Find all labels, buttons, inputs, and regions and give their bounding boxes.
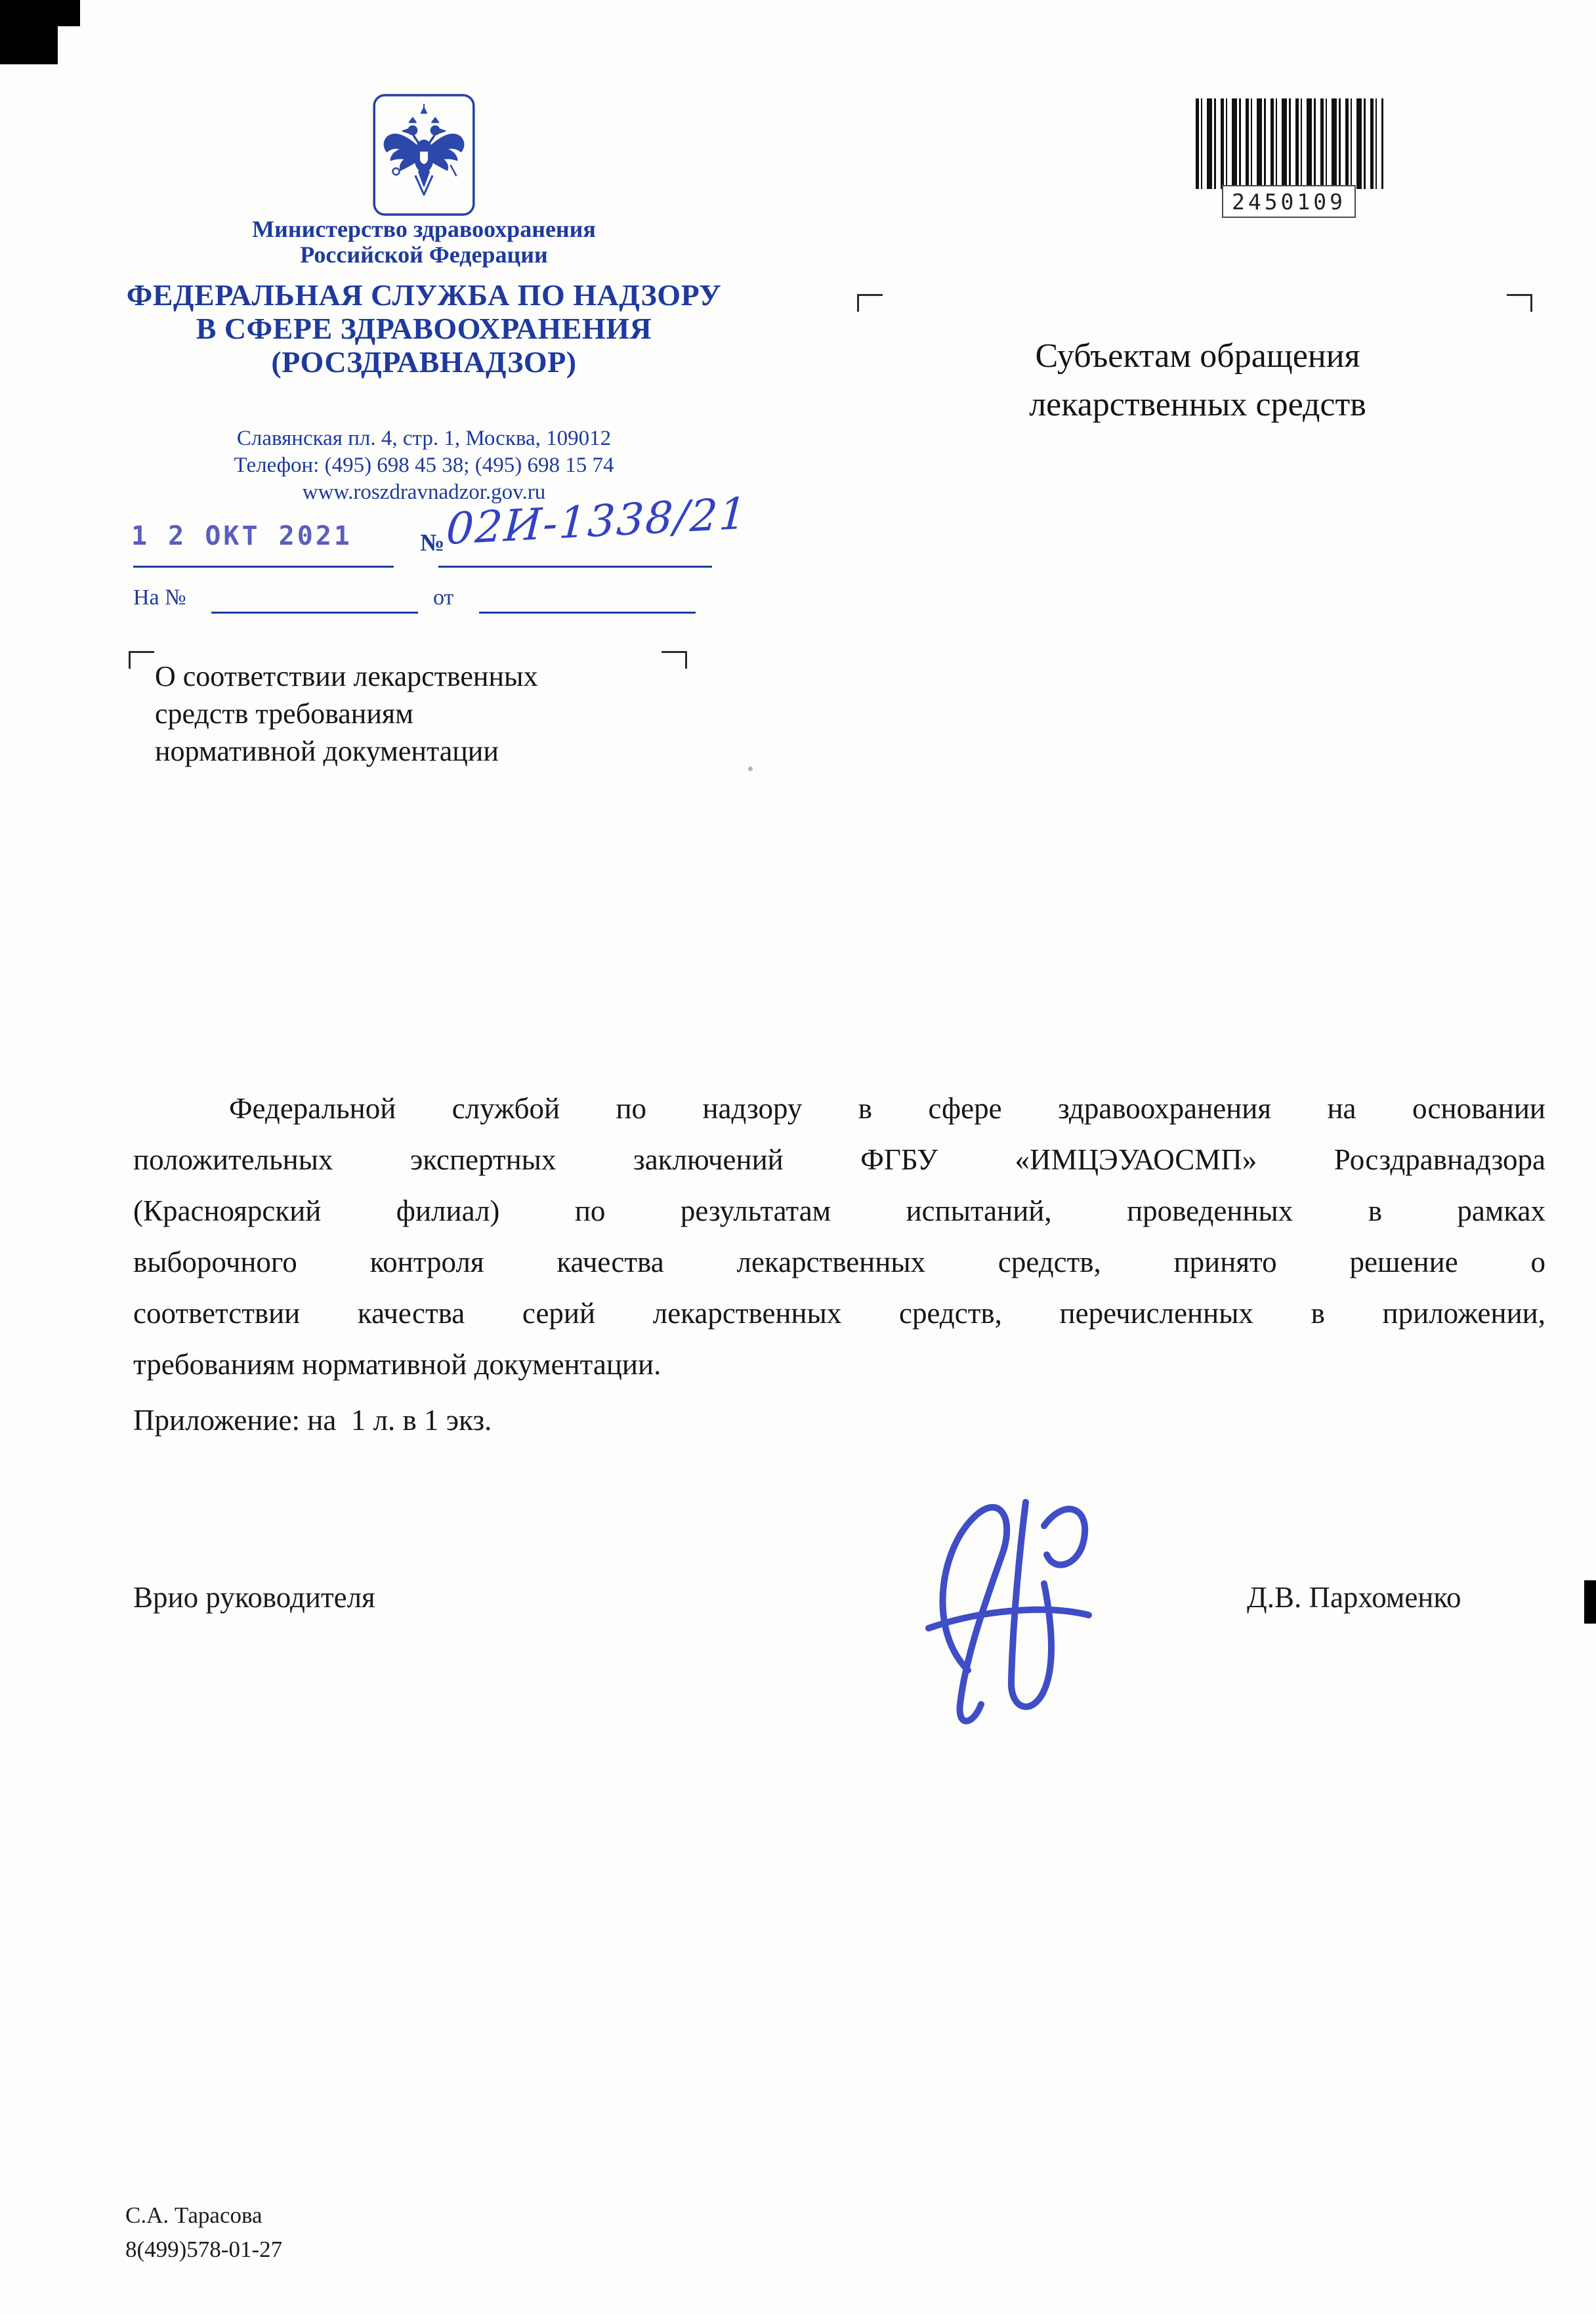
body-line: Федеральной службой по надзору в сфере здравоохранения на основании <box>229 1092 1545 1125</box>
reg-number-handwritten: 02И-1338/21 <box>445 488 749 555</box>
body-line: требованиям нормативной документации. <box>133 1348 662 1381</box>
service-line-3: (РОСЗДРАВНАДЗОР) <box>271 345 577 379</box>
addressee-line-2: лекарственных средств <box>1029 386 1366 423</box>
service-name <box>92 278 756 379</box>
signature-scribble <box>889 1473 1112 1736</box>
service-line-1: ФЕДЕРАЛЬНАЯ СЛУЖБА ПО НАДЗОРУ <box>126 278 722 312</box>
signer-position: Врио руководителя <box>133 1581 375 1614</box>
phone-line: Телефон: (495) 698 45 38; (495) 698 15 74 <box>234 453 614 477</box>
address-line: Славянская пл. 4, стр. 1, Москва, 109012 <box>236 427 612 450</box>
date-stamp: 1 2 ОКТ 2021 <box>131 521 352 551</box>
ref-number-label: На № <box>133 585 186 610</box>
ref-from-label: от <box>433 585 454 610</box>
reg-number-label: № <box>420 530 445 557</box>
scan-artifact-right-edge <box>1584 1580 1596 1624</box>
subject-corner-mark-left <box>129 651 154 669</box>
attachment-note: Приложение: на 1 л. в 1 экз. <box>133 1404 492 1437</box>
body-paragraph <box>133 1083 1545 1390</box>
executor-phone: 8(499)578-01-27 <box>125 2237 283 2262</box>
subject-block <box>155 658 693 770</box>
ref-from-blank-line <box>479 585 696 614</box>
addressee-block <box>953 332 1442 429</box>
addressee-line-1: Субъектам обращения <box>1035 337 1360 375</box>
ref-number-blank-line <box>211 585 418 614</box>
barcode-number: 2450109 <box>1222 185 1356 218</box>
body-line: положительных экспертных заключений ФГБУ «ИМЦЭУАОСМП» Росздравнадзора <box>133 1143 1545 1176</box>
body-line: выборочного контроля качества лекарственных средств, принято решение о <box>133 1246 1545 1278</box>
body-line: соответствии качества серий лекарственных средств, перечисленных в приложении, <box>133 1297 1545 1330</box>
executor-block <box>125 2198 282 2267</box>
addressee-corner-mark-left <box>857 294 883 312</box>
subject-line-1: О соответствии лекарственных <box>155 660 538 692</box>
service-line-2: В СФЕРЕ ЗДРАВООХРАНЕНИЯ <box>196 312 652 345</box>
ministry-name <box>92 217 756 268</box>
subject-line-3: нормативной документации <box>155 735 499 767</box>
addressee-corner-mark-right <box>1507 294 1532 312</box>
body-line: (Красноярский филиал) по результатам испытаний, проведенных в рамках <box>133 1194 1545 1227</box>
barcode <box>1196 98 1383 189</box>
signer-name: Д.В. Пархоменко <box>1247 1581 1461 1614</box>
coat-of-arms-icon <box>371 92 477 218</box>
website-line: www.roszdravnadzor.gov.ru <box>302 480 546 504</box>
scan-speck <box>748 767 753 771</box>
date-blank-line <box>133 541 394 568</box>
ministry-line-1: Министерство здравоохранения <box>252 216 596 242</box>
scan-artifact-top-left-2 <box>0 0 58 64</box>
subject-line-2: средств требованиям <box>155 698 413 730</box>
ministry-line-2: Российской Федерации <box>300 242 548 268</box>
executor-name: С.А. Тарасова <box>125 2202 262 2228</box>
